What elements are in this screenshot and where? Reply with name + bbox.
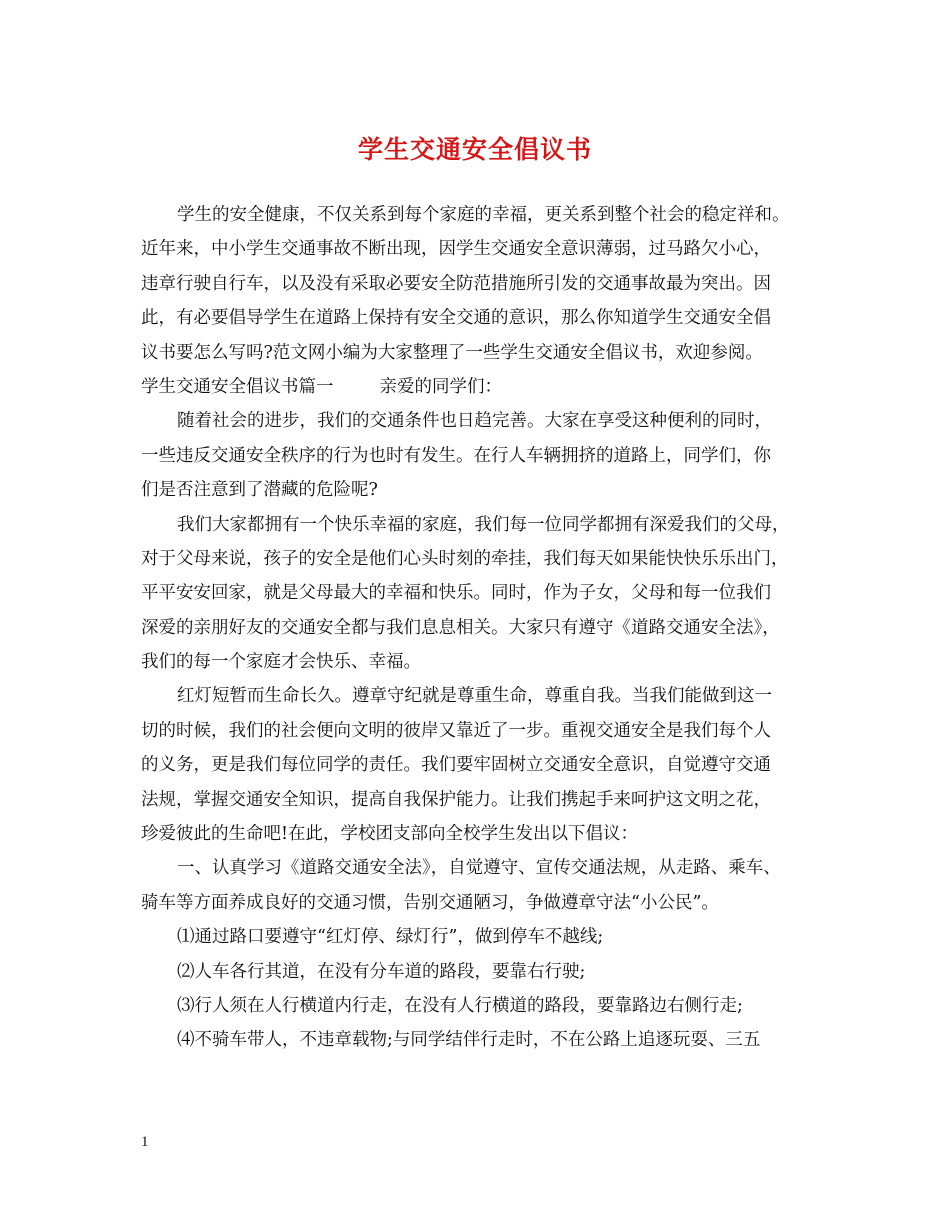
page-number: 1 — [141, 1134, 149, 1150]
list-item: ⑶行人须在人行横道内行走，在没有人行横道的路段，要靠路边右侧行走; — [177, 995, 743, 1016]
text-line: 骑车等方面养成良好的交通习惯，告别交通陋习，争做遵章守法“小公民”。 — [141, 892, 719, 913]
text-line: 议书要怎么写吗?范文网小编为大家整理了一些学生交通安全倡议书，欢迎参阅。 — [141, 342, 763, 363]
list-item: ⑷不骑车带人，不违章载物;与同学结伴行走时，不在公路上追逐玩耍、三五 — [177, 1030, 761, 1051]
text-line: 的义务，更是我们每位同学的责任。我们要牢固树立交通安全意识，自觉遵守交通 — [141, 755, 771, 776]
text-line: 我们的每一个家庭才会快乐、幸福。 — [141, 652, 421, 673]
text-line: 近年来，中小学生交通事故不断出现，因学生交通安全意识薄弱，过马路欠小心， — [141, 239, 771, 260]
text-line: 们是否注意到了潜藏的危险呢? — [141, 480, 378, 501]
document-title: 学生交通安全倡议书 — [357, 135, 592, 164]
text-line: 我们大家都拥有一个快乐幸福的家庭，我们每一位同学都拥有深爱我们的父母， — [177, 514, 790, 535]
text-line: 一、认真学习《道路交通安全法》，自觉遵守、宣传交通法规，从走路、乘车、 — [177, 858, 781, 879]
section-heading-line — [141, 377, 841, 411]
section-heading: 学生交通安全倡议书篇一 — [141, 376, 334, 397]
text-line: 学生的安全健康，不仅关系到每个家庭的幸福，更关系到整个社会的稳定祥和。 — [177, 205, 790, 225]
text-line: 红灯短暂而生命长久。遵章守纪就是尊重生命，尊重自我。当我们能做到这一 — [177, 686, 772, 707]
list-item: ⑴通过路口要遵守“红灯停、绿灯行”，做到停车不越线; — [177, 927, 604, 948]
list-item: ⑵人车各行其道，在没有分车道的路段，要靠右行驶; — [177, 961, 586, 982]
text-line: 违章行驶自行车，以及没有采取必要安全防范措施所引发的交通事故最为突出。因 — [141, 273, 771, 294]
text-line: 切的时候，我们的社会便向文明的彼岸又靠近了一步。重视交通安全是我们每个人 — [141, 720, 771, 741]
text-line: 此，有必要倡导学生在道路上保持有安全交通的意识，那么你知道学生交通安全倡 — [141, 308, 771, 329]
text-line: 深爱的亲朋好友的交通安全都与我们息息相关。大家只有遵守《道路交通安全法》， — [141, 617, 780, 638]
salutation: 亲爱的同学们： — [379, 376, 502, 397]
text-line: 对于父母来说，孩子的安全是他们心头时刻的牵挂，我们每天如果能快快乐乐出门， — [141, 548, 789, 569]
text-line: 平平安安回家，就是父母最大的幸福和快乐。同时，作为子女，父母和每一位我们 — [141, 583, 771, 604]
text-line: 珍爱彼此的生命吧!在此，学校团支部向全校学生发出以下倡议： — [141, 824, 639, 845]
text-line: 法规，掌握交通安全知识，提高自我保护能力。让我们携起手来呵护这文明之花， — [141, 789, 771, 810]
document-body — [141, 205, 841, 1065]
text-line: 随着社会的进步，我们的交通条件也日趋完善。大家在享受这种便利的同时， — [177, 411, 772, 432]
text-line: 一些违反交通安全秩序的行为也时有发生。在行人车辆拥挤的道路上，同学们，你 — [141, 445, 771, 466]
